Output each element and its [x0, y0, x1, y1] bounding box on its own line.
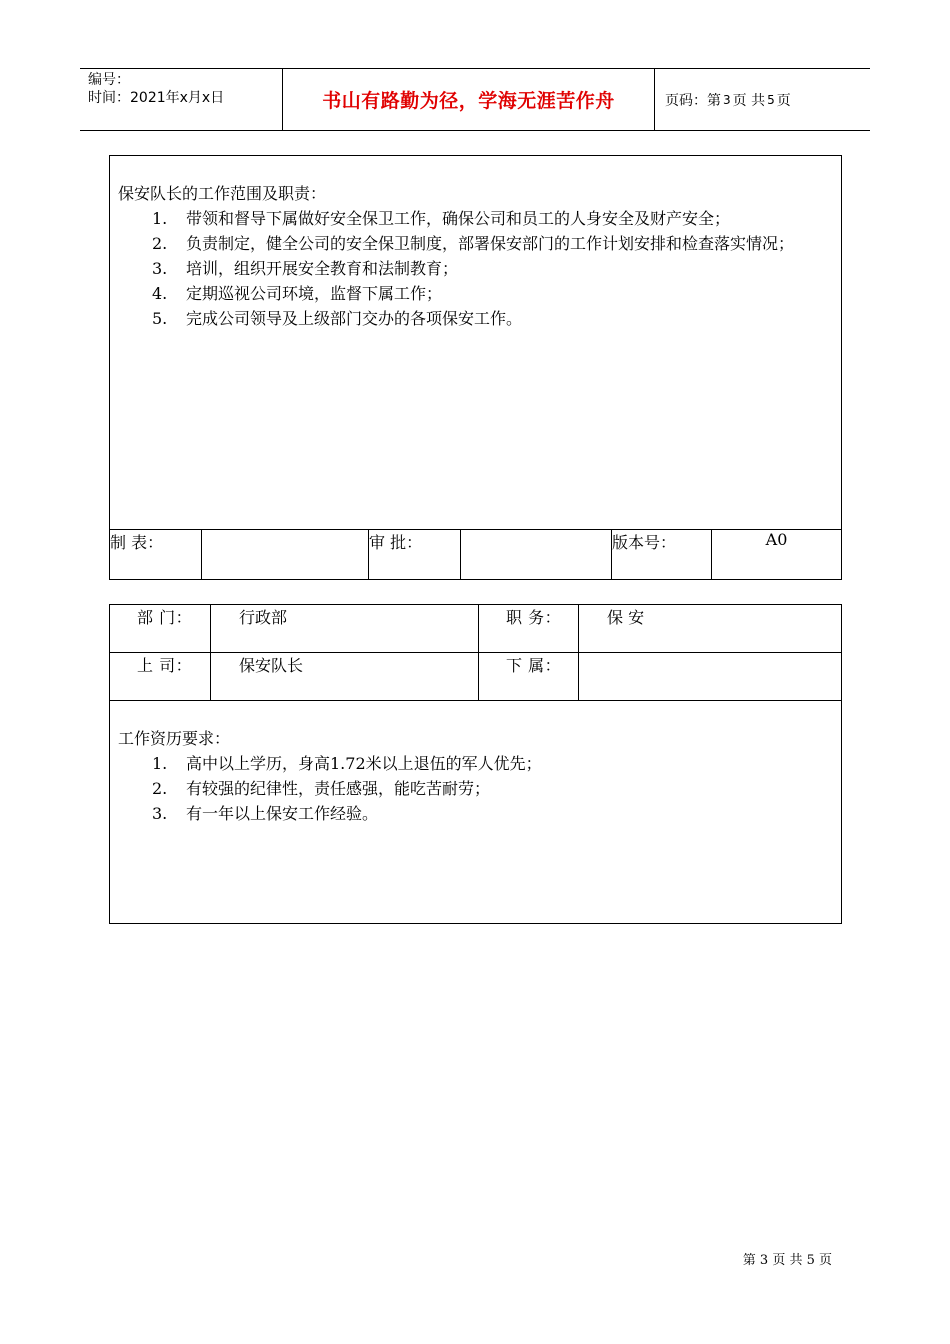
- info-row: [110, 605, 842, 653]
- prepared-label: 制 表：: [110, 530, 202, 580]
- list-item: [118, 776, 833, 801]
- list-item-text: 有较强的纪律性，责任感强，能吃苦耐劳；: [186, 779, 491, 798]
- list-item-text: 完成公司领导及上级部门交办的各项保安工作。: [186, 309, 523, 328]
- page-current: 3: [723, 92, 731, 107]
- subordinate-value: [579, 653, 842, 701]
- page-footer: 第 3 页 共 5 页: [742, 1253, 832, 1268]
- superior-label: 上 司：: [110, 653, 211, 701]
- list-item: [118, 206, 833, 231]
- duties-title: 保安队长的工作范围及职责：: [118, 184, 327, 203]
- info-row: [110, 653, 842, 701]
- page-header: [80, 68, 870, 131]
- dept-label: 部 门：: [110, 605, 211, 653]
- prepared-value: [202, 530, 369, 580]
- superior-value: 保安队长: [211, 653, 479, 701]
- requirements-list: [118, 751, 833, 826]
- header-motto: 书山有路勤为径，学海无涯苦作舟: [282, 69, 655, 130]
- list-item-text: 有一年以上保安工作经验。: [186, 804, 379, 823]
- title-value: 保 安: [579, 605, 842, 653]
- list-item: [118, 801, 833, 826]
- list-item-number: 4.: [152, 284, 168, 303]
- list-item: [118, 751, 833, 776]
- header-meta: [80, 69, 282, 130]
- list-item-number: 5.: [152, 309, 168, 328]
- title-label: 职 务：: [479, 605, 579, 653]
- list-item-text: 带领和督导下属做好安全保卫工作，确保公司和员工的人身安全及财产安全；: [186, 209, 731, 228]
- page-total: 5: [767, 92, 775, 107]
- list-item: [118, 306, 833, 331]
- doc-number-label: 编号：: [88, 72, 130, 88]
- list-item-number: 1.: [152, 209, 168, 228]
- date-label: 时间：2021年x月x日: [88, 90, 225, 106]
- list-item-text: 负责制定，健全公司的安全保卫制度，部署保安部门的工作计划安排和检查落实情况；: [186, 234, 795, 253]
- page-prefix: 页码：第: [665, 92, 721, 109]
- list-item-text: 高中以上学历，身高1.72米以上退伍的军人优先；: [186, 754, 542, 773]
- duties-table: [109, 155, 842, 580]
- list-item-text: 定期巡视公司环境，监督下属工作；: [186, 284, 443, 303]
- subordinate-label: 下 属：: [479, 653, 579, 701]
- list-item: [118, 256, 833, 281]
- list-item-number: 1.: [152, 754, 168, 773]
- list-item-number: 2.: [152, 234, 168, 253]
- page-mid: 页 共: [732, 92, 766, 109]
- page-suffix: 页: [776, 92, 791, 109]
- version-value: A0: [712, 530, 842, 580]
- list-item-number: 3.: [152, 804, 168, 823]
- approved-label: 审 批：: [369, 530, 461, 580]
- duties-list: [118, 206, 833, 331]
- list-item: [118, 281, 833, 306]
- list-item-number: 2.: [152, 779, 168, 798]
- list-item-text: 培训，组织开展安全教育和法制教育；: [186, 259, 459, 278]
- signature-row: [110, 530, 842, 580]
- list-item: [118, 231, 833, 256]
- header-page-number: [655, 69, 870, 130]
- list-item-number: 3.: [152, 259, 168, 278]
- version-label: 版本号：: [612, 530, 712, 580]
- position-table: [109, 604, 842, 924]
- approved-value: [461, 530, 612, 580]
- duties-content: [110, 156, 842, 530]
- requirements-content: [110, 701, 842, 924]
- dept-value: 行政部: [211, 605, 479, 653]
- requirements-title: 工作资历要求：: [118, 729, 231, 748]
